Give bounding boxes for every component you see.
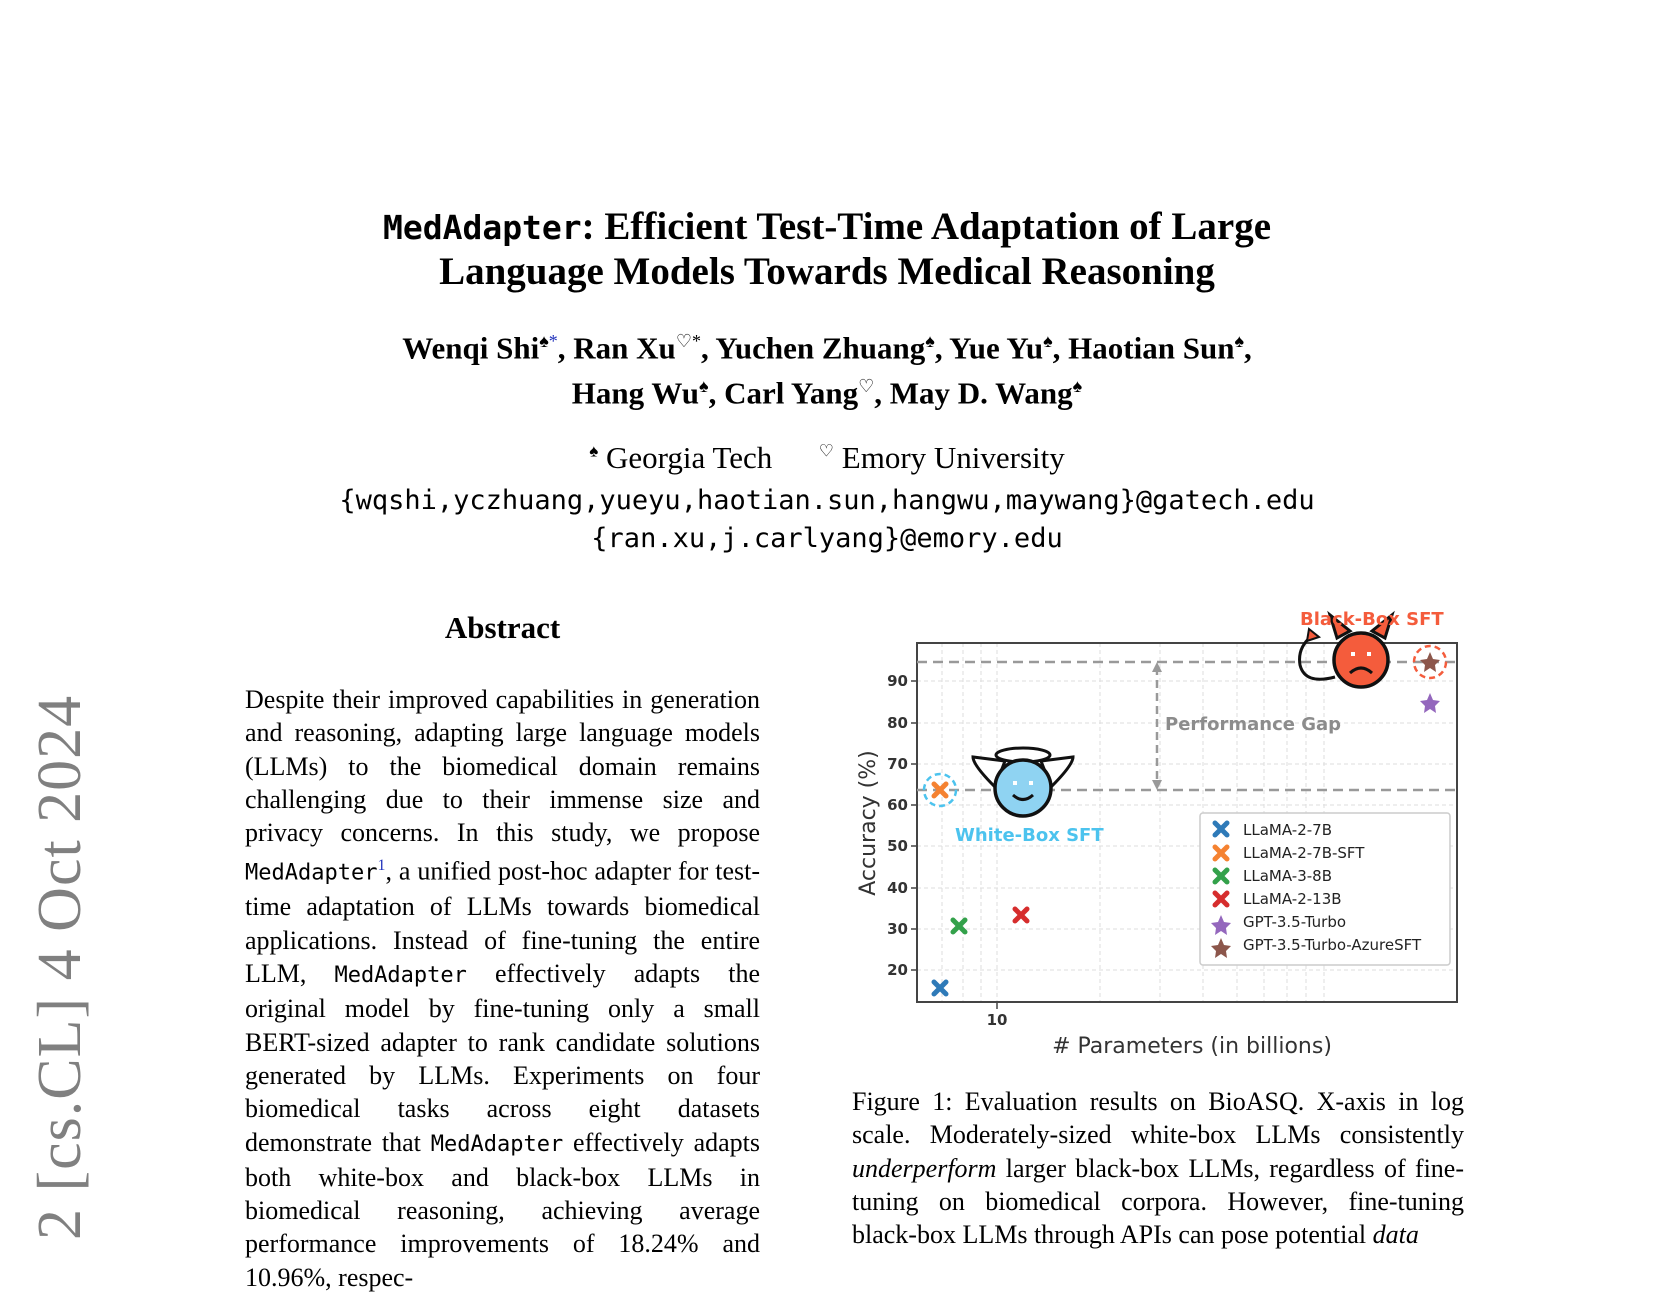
author: Wenqi Shi (402, 330, 540, 366)
svg-text:White-Box SFT: White-Box SFT (955, 825, 1104, 846)
svg-text:70: 70 (887, 755, 908, 773)
svg-text:60: 60 (887, 796, 908, 814)
svg-text:10: 10 (986, 1011, 1008, 1029)
email-gatech: {wqshi,yczhuang,yueyu,haotian.sun,hangwu,maywang}@gatech.edu (339, 485, 1315, 516)
equal-contrib-mark: * (691, 331, 701, 351)
affiliation: Georgia Tech (606, 440, 773, 475)
svg-text:LLaMA-2-7B: LLaMA-2-7B (1243, 821, 1332, 839)
author: Yuchen Zhuang (715, 330, 926, 366)
svg-text:LLaMA-2-13B: LLaMA-2-13B (1243, 890, 1342, 908)
author: Yue Yu (949, 330, 1044, 366)
affil-mark: ♠ (539, 331, 549, 351)
abstract-body: Despite their improved capabilities in generation and reasoning, adapting large language models (LLMs) to the biomedical domain remains challenging due to their immense size and privacy concerns. In this study, we propose MedAdapter$^1$, a unified post-hoc adapter for test-time adaptation of LLMs towards biomedical applications. Instead of fine-tuning the entire LLM, MedAdapter effectively adapts the original model by fine-tuning only a small BERT-sized adapter to rank candidate solutions generated by LLMs. Experiments on four biomedical tasks across eight datasets demonstrate that MedAdapter effectively adapts both white-box and black-box LLMs in biomedical reasoning, achieving average performance improvements of 18.24% and 10.96%, respec- (245, 685, 760, 1292)
affil-mark: ♡ (675, 331, 692, 351)
x-axis-label: # Parameters (in billions) (1052, 1034, 1332, 1059)
scatter-chart (845, 605, 1470, 1065)
arxiv-stamp: 2 [cs.CL] 4 Oct 2024 (26, 694, 94, 1240)
svg-text:50: 50 (887, 837, 908, 855)
affiliation: Emory University (841, 440, 1065, 475)
affil-mark: ♠ (1234, 331, 1244, 351)
affiliations (0, 440, 1654, 476)
affil-mark: ♡ (858, 376, 875, 397)
y-axis-label: Accuracy (%) (856, 750, 881, 896)
author: Haotian Sun (1068, 330, 1235, 366)
svg-text:LLaMA-3-8B: LLaMA-3-8B (1243, 867, 1332, 885)
svg-text:30: 30 (887, 920, 908, 938)
svg-text:Black-Box SFT: Black-Box SFT (1300, 609, 1444, 630)
equal-contrib-mark[interactable]: * (548, 331, 558, 351)
svg-text:Performance Gap: Performance Gap (1165, 714, 1342, 735)
figure-caption: Figure 1: Evaluation results on BioASQ. X-axis in log scale. Moderately-sized white-box LLMs consistently underperform larger black-box LLMs, regardless of fine-tuning on biomedical corpora. However, fine-tuning black-box LLMs through APIs can pose potential data (852, 1087, 1464, 1250)
footnote-link[interactable]: 1 (377, 857, 386, 875)
author: Ran Xu (573, 330, 676, 366)
spade-icon: ♠ (589, 441, 599, 461)
chart-legend (1200, 813, 1450, 965)
svg-text:GPT-3.5-Turbo-AzureSFT: GPT-3.5-Turbo-AzureSFT (1243, 936, 1422, 954)
author-list: Wenqi Shi♠*, Ran Xu♡*, Yuchen Zhuang♠, Yue Yu♠, Haotian Sun♠, Hang Wu♠, Carl Yang♡, May D. Wang♠ (402, 330, 1252, 411)
angel-icon (973, 748, 1073, 816)
title-line1: : Efficient Test-Time Adaptation of Large (581, 205, 1272, 248)
svg-text:LLaMA-2-7B-SFT: LLaMA-2-7B-SFT (1243, 844, 1365, 862)
affil-mark: ♠ (1043, 331, 1053, 351)
author: May D. Wang (889, 375, 1073, 411)
title-line2: Language Models Towards Medical Reasoning (439, 250, 1215, 293)
author: Carl Yang (724, 375, 859, 411)
heart-icon: ♡ (818, 441, 835, 461)
svg-text:80: 80 (887, 714, 908, 732)
svg-text:20: 20 (887, 961, 908, 979)
email-emory: {ran.xu,j.carlyang}@emory.edu (591, 523, 1063, 554)
svg-text:90: 90 (887, 672, 908, 690)
abstract-heading: Abstract (444, 610, 561, 645)
svg-text:GPT-3.5-Turbo: GPT-3.5-Turbo (1243, 913, 1347, 931)
title-code: MedAdapter (382, 208, 582, 247)
affil-mark: ♠ (1072, 376, 1083, 397)
author: Hang Wu (571, 375, 700, 411)
svg-text:40: 40 (887, 879, 908, 897)
affil-mark: ♠ (699, 376, 709, 397)
affil-mark: ♠ (925, 331, 935, 351)
paper-title (0, 205, 1654, 294)
